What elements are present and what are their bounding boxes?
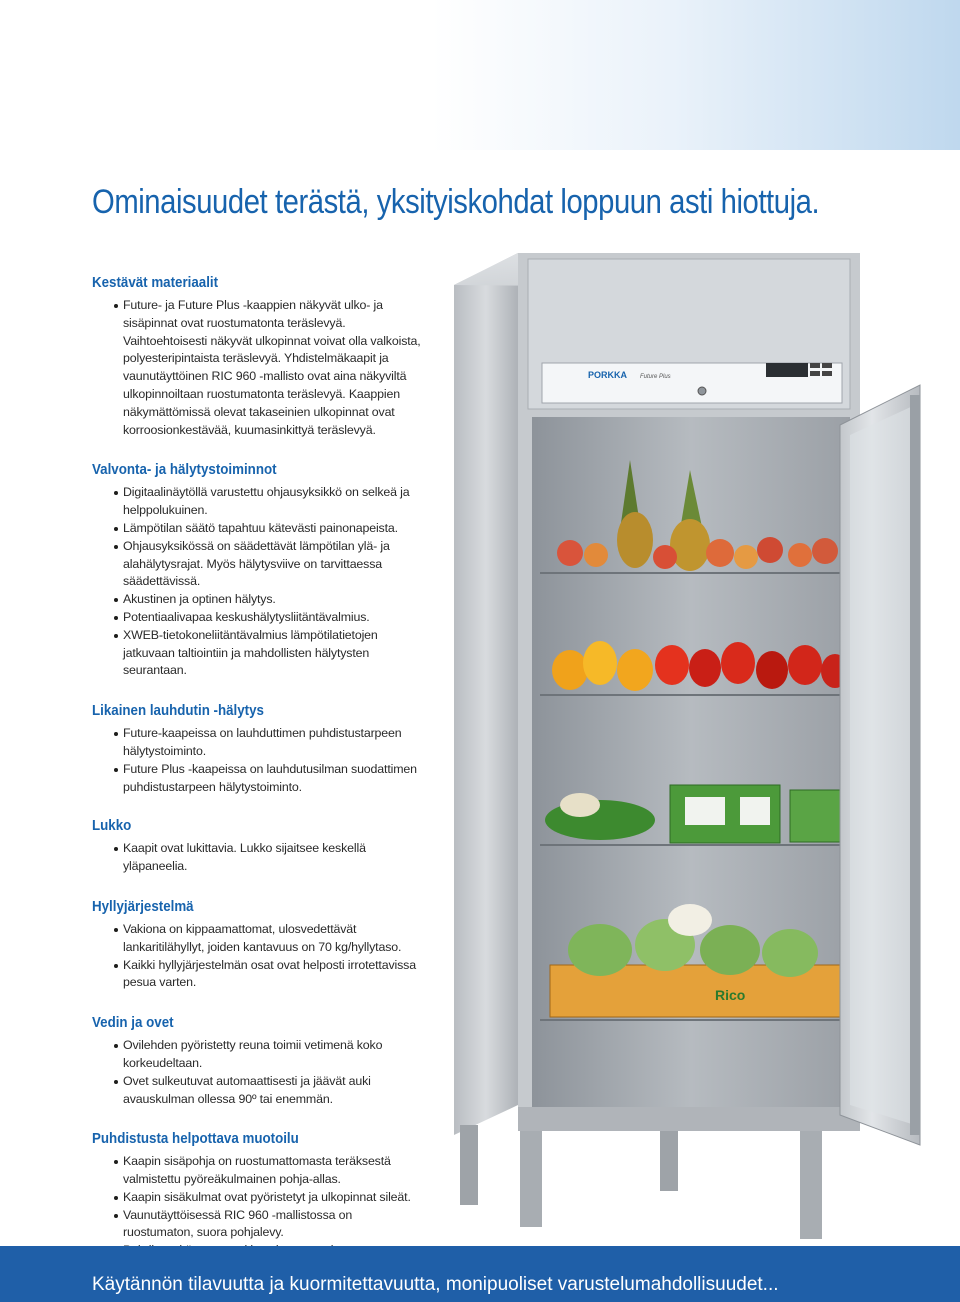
bullet-list <box>92 725 422 796</box>
list-item: Ovilehden pyöristetty reuna toimii vetimenä koko korkeudeltaan. <box>123 1037 422 1073</box>
section-handle-doors <box>92 1015 422 1108</box>
section-heading: Lukko <box>92 818 132 835</box>
section-lock <box>92 818 422 876</box>
list-item: Ohjausyksikössä on säädettävät lämpötilan ylä- ja alahälytysrajat. Myös hälytysviive on tarvittaessa säädettävissä. <box>123 538 422 591</box>
crate-label: Rico <box>715 987 746 1003</box>
list-item: Kaikki hyllyjärjestelmän osat ovat helposti irrotettavissa pesua varten. <box>123 957 422 993</box>
list-item: Kaapin sisäkulmat ovat pyöristetyt ja ulkopinnat sileät. <box>123 1189 422 1207</box>
section-condenser-alarm <box>92 703 422 796</box>
bullet-list <box>92 484 422 680</box>
bullet-list <box>92 1153 422 1260</box>
section-heading: Vedin ja ovet <box>92 1015 174 1032</box>
list-item: Future- ja Future Plus -kaappien näkyvät ulko- ja sisäpinnat ovat ruostumatonta teräslevyä. Vaihtoehtoisesti näkyvät ulkopinnat voivat olla valkoista, polyesteripintaista teräslevyä. Yhdistelmäkaapit ja vaunutäyttöinen RIC 960 -mallisto ovat aina näkyviltä ulkopinnoiltaan ruostumatonta teräslevyä. Kaappien näkymättömissä olevat takaseinien ulkopinnat ovat korroosionkestävää, kuumasinkittyä teräslevyä. <box>123 297 422 439</box>
list-item: Kaapit ovat lukittavia. Lukko sijaitsee keskellä yläpaneelia. <box>123 840 422 876</box>
list-item: XWEB-tietokoneliitäntävalmius lämpötilatietojen jatkuvaan taltiointiin ja mahdollisten hälytysten seurantaan. <box>123 627 422 680</box>
section-monitoring-alarms <box>92 462 422 680</box>
footer-tagline: Käytännön tilavuutta ja kuormitettavuutta, monipuoliset varustelumahdollisuudet... <box>92 1274 779 1295</box>
list-item: Akustinen ja optinen hälytys. <box>123 591 422 609</box>
section-shelving <box>92 899 422 992</box>
list-item: Kaapin sisäpohja on ruostumattomasta teräksestä valmistettu pyöreäkulmainen pohja-allas. <box>123 1153 422 1189</box>
bullet-list <box>92 840 422 876</box>
bullet-list <box>92 921 422 992</box>
section-heading: Valvonta- ja hälytystoiminnot <box>92 462 277 479</box>
list-item: Digitaalinäytöllä varustettu ohjausyksikkö on selkeä ja helppolukuinen. <box>123 484 422 520</box>
list-item: Future Plus -kaapeissa on lauhdutusilman suodattimen puhdistustarpeen hälytystoiminto. <box>123 761 422 797</box>
section-heading: Hyllyjärjestelmä <box>92 898 194 915</box>
section-materials <box>92 275 422 439</box>
list-item: Ovet sulkeutuvat automaattisesti ja jäävät auki avauskulman ollessa 90º tai enemmän. <box>123 1073 422 1109</box>
model-label: Future Plus <box>640 374 671 380</box>
list-item: Future-kaapeissa on lauhduttimen puhdistustarpeen hälytystoiminto. <box>123 725 422 761</box>
refrigerator-image <box>440 245 960 1255</box>
bullet-list <box>92 297 422 439</box>
section-heading: Kestävät materiaalit <box>92 275 219 291</box>
header-gradient <box>0 0 960 150</box>
list-item: Potentiaalivapaa keskushälytysliitäntävalmius. <box>123 609 422 627</box>
page-title: Ominaisuudet terästä, yksityiskohdat loppuun asti hiottuja. <box>92 183 820 221</box>
feature-list <box>92 275 422 1260</box>
footer-bar <box>0 1246 960 1302</box>
bullet-list <box>92 1037 422 1108</box>
section-heading: Likainen lauhdutin -hälytys <box>92 703 264 720</box>
section-cleaning <box>92 1131 422 1260</box>
brand-label: PORKKA <box>588 370 628 380</box>
list-item: Vakiona on kippaamattomat, ulosvedettävät lankaritilähyllyt, joiden kantavuus on 70 kg/hyllytaso. <box>123 921 422 957</box>
list-item: Lämpötilan säätö tapahtuu kätevästi painonapeista. <box>123 520 422 538</box>
list-item: Vaunutäyttöisessä RIC 960 -mallistossa on ruostumaton, suora pohjalevy. <box>123 1207 422 1243</box>
section-heading: Puhdistusta helpottava muotoilu <box>92 1131 299 1148</box>
